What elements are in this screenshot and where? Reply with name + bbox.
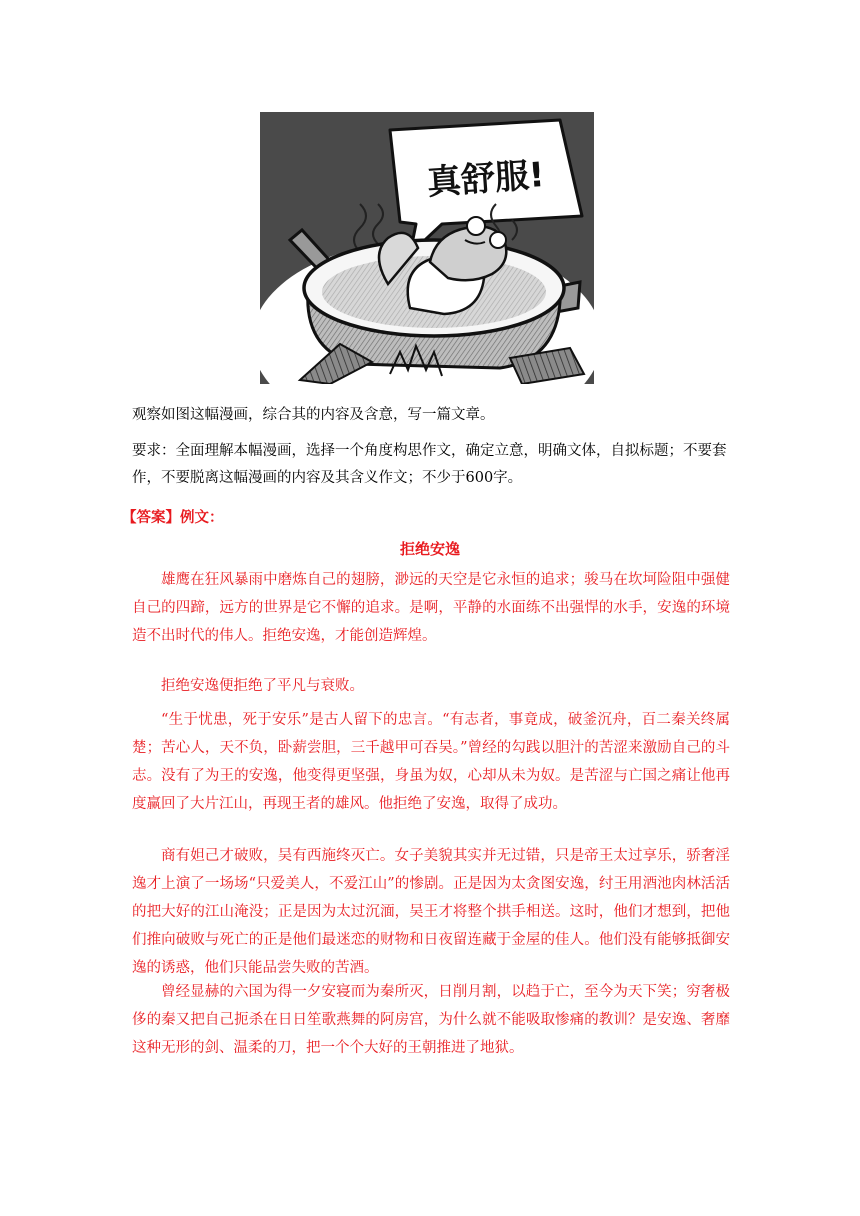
- answer-label: 【答案】例文：: [122, 509, 224, 526]
- frog-in-boiling-pot-cartoon: [260, 112, 594, 384]
- speech-bubble-text: 真舒服!: [425, 154, 546, 204]
- essay-paragraph: 拒绝安逸便拒绝了平凡与衰败。: [161, 678, 364, 694]
- essay-paragraph: 商有妲己才破败，吴有西施终灭亡。女子美貌其实并无过错，只是帝王太过享乐，骄奢淫逸才上演了一场场“只爱美人，不爱江山”的惨剧。正是因为太贪图安逸，纣王用酒池肉林活活的把大好的江山淹没；正是因为太过沉湎，吴王才将整个拱手相送。这时，他们才想到，把他们推向破败与死亡的正是他们最迷恋的财物和日夜留连藏于金屋的佳人。他们没有能够抵御安逸的诱惑，他们只能品尝失败的苦酒。: [132, 848, 730, 976]
- essay-title: 拒绝安逸: [399, 540, 460, 558]
- essay-paragraph: 雄鹰在狂风暴雨中磨炼自己的翅膀，渺远的天空是它永恒的追求；骏马在坎坷险阻中强健自己的四蹄，远方的世界是它不懈的追求。是啊，平静的水面练不出强悍的水手，安逸的环境造不出时代的伟人。拒绝安逸，才能创造辉煌。: [132, 572, 730, 644]
- prompt-requirements: 要求：全面理解本幅漫画，选择一个角度构思作文，确定立意，明确文体，自拟标题；不要套作，不要脱离这幅漫画的内容及其含义作文；不少于600字。: [132, 443, 727, 486]
- prompt-line-1: 观察如图这幅漫画，综合其的内容及含意，写一篇文章。: [132, 407, 495, 423]
- essay-paragraph: “生于忧患，死于安乐”是古人留下的忠言。“有志者，事竟成，破釜沉舟，百二秦关终属楚；苦心人，天不负，卧薪尝胆，三千越甲可吞吴。”曾经的勾践以胆汁的苦涩来激励自己的斗志。没有了为王的安逸，他变得更坚强，身虽为奴，心却从未为奴。是苦涩与亡国之痛让他再度赢回了大片江山，再现王者的雄风。他拒绝了安逸，取得了成功。: [132, 712, 730, 812]
- essay-paragraph: 曾经显赫的六国为得一夕安寝而为秦所灭，日削月割，以趋于亡，至今为天下笑；穷奢极侈的秦又把自己扼杀在日日笙歌燕舞的阿房宫，为什么就不能吸取惨痛的教训？是安逸、奢靡这种无形的剑、温柔的刀，把一个个大好的王朝推进了地狱。: [132, 984, 730, 1056]
